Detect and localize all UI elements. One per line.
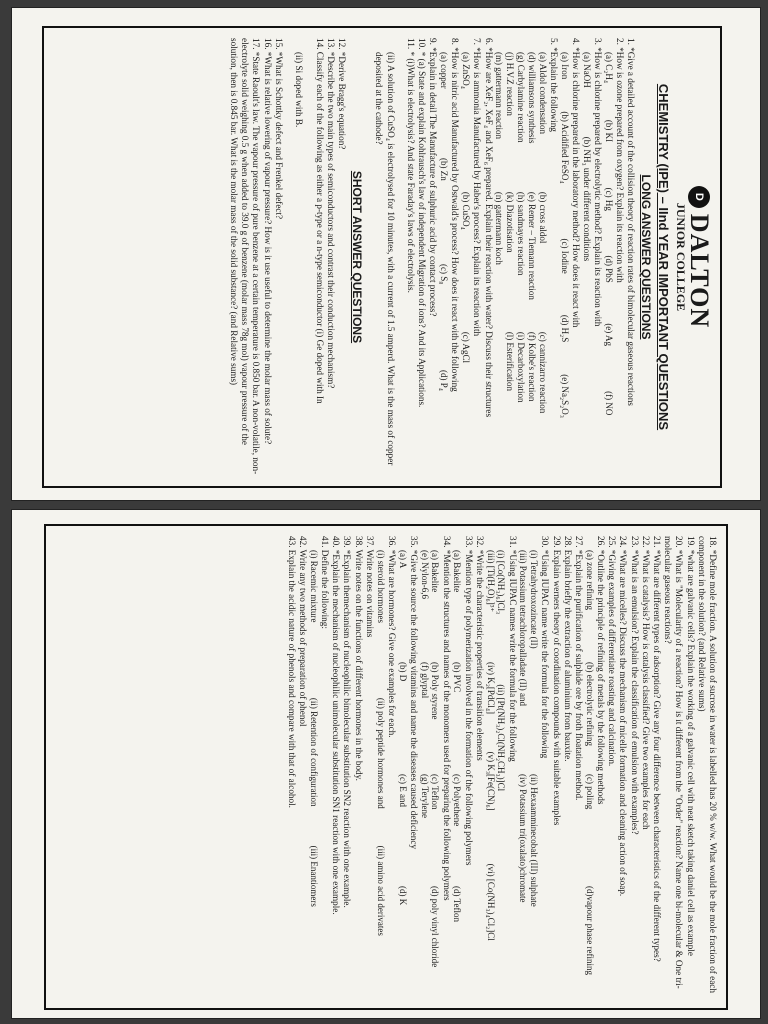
question-5: 5. *Explain the following (548, 38, 559, 132)
option: (c) Teflon (430, 774, 441, 810)
option: (b) CuSO₄ (461, 191, 472, 230)
question-35-options (397, 536, 408, 998)
question-1: 1. *Give a detailed account of the collision theory of reaction rates of bimolecular gaseous reactions (626, 38, 636, 406)
option: (a) zone refining (584, 550, 595, 610)
option: (a) Aldol condensation (537, 52, 548, 134)
option: (i) Tetrahydroxozincate (II) (529, 550, 540, 649)
question-19: 19. *what are galvanic cells? Explain the working of a galvanic cell with neat sketch taking daniel cell as example (685, 536, 696, 956)
option: (ii) [Pt(NH₃)₂Cl(NH₂CH₃)]Cl (496, 684, 507, 792)
question-15: 15. *What is Schottky defect and Frenkel defect? (273, 38, 284, 220)
question-3-options (581, 38, 592, 476)
document-title: CHEMISTRY (IPE) – IInd YEAR IMPORTANT QUESTIONS (656, 83, 671, 431)
question-34-options (419, 536, 441, 998)
option: (d) PbS (603, 255, 614, 283)
option: (a) A (397, 550, 408, 569)
option: (e) Ag (603, 323, 614, 347)
question-11-part-b: (ii) A solution of CuSO₄ is electrolysed for 10 minutes, with a current of 1.5 amperd. What is the mass of copper deposited at the cathode? (374, 52, 396, 466)
option: (iii) amino acid derivates (375, 845, 386, 936)
option: (h) sandmayes reaction (516, 191, 526, 276)
option: (n) gattermann koch (494, 191, 505, 265)
option: (vi) [Co(NH₃)₄Cl₂]Cl (485, 863, 496, 941)
option: (c) Iodine (559, 238, 570, 274)
option: (b) KI (603, 119, 614, 143)
question-17: 17. *State Raoult's law. The vapour pressure of pure benzene at a certain temperature is 0.850 bar. A non-volatile, non-electrolyte solid weighing 0.5 g when added to 39.0 g of benzene (molar mass 78g mol) vapour pressure of the solution, then is 0.845 bar. What is the molar mass of the solid substance? (and Relative sums) (229, 38, 262, 475)
option: (iv) K₂[PdCl₄] (485, 662, 496, 715)
college-logo-icon: D (688, 186, 710, 208)
question-27: 27. *Explain the purification of sulphide ore by froth floatation method. (573, 536, 584, 801)
question-33: 33. *Mention type of polymerization involved in the formation of the following polymers (463, 536, 474, 866)
question-29: 29. Explain werners theory of coordination compounds with suitable examples (551, 536, 562, 826)
option: (m) gattermann reaction (494, 52, 505, 139)
question-30: 30. *Using IUPAC name write the formula for the following (540, 536, 551, 759)
option: (a) C₂H₄ (603, 52, 614, 84)
question-14: 14. Classify each of the following as either a p-type or a n-type semiconductor (i) Ge doped with In (314, 38, 325, 404)
option: (e) Na₂S₂O₃ (559, 374, 570, 418)
option: (a) NaOH (581, 52, 592, 88)
question-3: 3. *How is chlorine prepared by electrolytic method? Explain its reaction with (592, 38, 603, 327)
question-36-options (375, 536, 386, 998)
question-42: 42. Write any two methods of preparation of phenol (297, 536, 308, 727)
question-7-options (460, 38, 471, 476)
question-24: 24. *What are micelles? Discuss the mechanism of micelle formation and cleaning action of soap. (618, 536, 629, 897)
question-5-options (494, 38, 548, 476)
option: (a) ZnSO₄ (461, 52, 472, 89)
question-7: 7. *How is ammonia Manufactured by Haber's process? Explain its reaction with (472, 38, 483, 337)
option: (f) NO (603, 391, 614, 416)
question-39: 39. *Explain themechanism of nucleophilic bimolecular substitution SN2 reaction with one example. (342, 536, 353, 908)
question-41: 41. Define the following: (319, 536, 330, 629)
question-14-part-b: (ii) Si doped with B. (294, 52, 305, 128)
question-2-options (603, 38, 614, 476)
option: (b) Acidified FeSO₄ (559, 111, 570, 184)
rotated-content-bottom (44, 524, 728, 1010)
question-31: 31. *Using IUPAC names write the formula for the following (507, 536, 518, 762)
option: (d) H₂S (559, 314, 570, 343)
college-subtitle: JUNIOR COLLEGE (674, 202, 688, 312)
option: (a) Bakelite (430, 550, 441, 593)
option: (c) cannizarro reaction (537, 331, 548, 414)
option: (b) Zn (439, 158, 450, 181)
question-8: 8. *How is nitric acid Manufactured by Ostwald's process? How does it react with the following (450, 38, 461, 392)
option: (g) Terylene (419, 774, 430, 818)
rotated-content-top (42, 26, 722, 488)
question-43: 43. Explain the acidic nature of phenols and compare with that of alcohol. (286, 536, 297, 808)
option: (b) cross aldol (537, 191, 548, 244)
option: (b) NH₃ under different conditions (581, 136, 592, 262)
question-10: 10. * (a) State and explain Kohlrausch's law of independent Migration of ions? And its Applications. (417, 38, 428, 408)
option: (d) poly vinyl chloride (430, 886, 441, 968)
question-38: 38. Write notes on the functions of different hormones in the body. (353, 536, 364, 781)
long-answer-heading: LONG ANSWER QUESTIONS (639, 174, 653, 340)
question-11: 11. * (i)What is electrolysis? And state Faraday's laws of electrolysis. (406, 38, 416, 293)
question-34: 34. *Mention the structures and names of the monomers used for preparing the following polymers (441, 536, 452, 901)
question-13: 13. *Describe the two main types of semiconductors and contrast their conduction mechanism? (325, 38, 336, 389)
option: (ii) Hexaamminecobalt (III) sulphate (529, 774, 540, 907)
option: (ii) Retention of configuration (308, 697, 319, 807)
question-41-options (308, 536, 319, 998)
option: (i) [Co(NH₃)₆]Cl₃ (496, 550, 507, 615)
question-33-options (452, 536, 463, 998)
question-26-options (584, 536, 595, 998)
question-18: 18. *Define mole fraction. A solution of sucrose in water is labelled has 20 % w/w. What would be the mole fraction of each component in the solution? (and Relative sums) (696, 536, 718, 993)
short-answer-heading: SHORT ANSWER QUESTIONS (350, 170, 365, 344)
page-top-sheet (12, 8, 760, 500)
option: (f) Kolbe's reaction (526, 331, 537, 402)
option: (i) Decarboxylation (516, 331, 526, 403)
option: (iii) Enantiomers (308, 845, 319, 907)
option: (b) PVC (452, 662, 463, 693)
page-bottom-sheet (12, 510, 760, 1018)
option: (d) K (397, 886, 408, 906)
question-12: 12. *Derive Bragg's equation? (337, 38, 348, 150)
question-20: 20. *What is "Molecularity of a reaction? How is it different from the "Order" reaction? Name one bi-molecular & One tri-molecular gaseous reactions? (663, 536, 685, 989)
question-23: 23. *What is an emulsion? Explain the classification of emulsion with examples? (629, 536, 640, 835)
option: (b) Poly styrene (430, 662, 441, 720)
option: (iii) Potassium tetrachloropalladate (II) and (518, 550, 529, 706)
question-4: 4. *How is chlorine prepared in the laboratory method? How does it react with (570, 38, 581, 328)
option: (d) P₄ (439, 370, 450, 391)
college-header (673, 38, 714, 476)
option: (l) Esterification (505, 331, 516, 392)
question-30-options (518, 536, 540, 998)
option: (b) D (397, 662, 408, 682)
option: (ii) poly peptide hormones and (375, 697, 386, 809)
question-16: 16. *What is relative lowering of vapour pressure? How is it use useful to determine the molar mass of solute? (262, 38, 273, 445)
question-26: 26. *Outline the principle of refining of metals by the following methods (595, 536, 606, 805)
question-frame-bottom (44, 524, 728, 1010)
option: (v) K₃[Fe(CN)₆] (485, 751, 496, 811)
question-4-options (559, 38, 570, 476)
option: (b) electrolytic refining (584, 662, 595, 746)
option: (c) E and (397, 774, 408, 807)
option: (c) Hg (603, 187, 614, 211)
question-36: 36. *What are hormones? Give one examples for each. (386, 536, 397, 738)
option: (iv) Potassium tri(oxalato)chromate (518, 774, 529, 903)
question-25: 25. *Giving examples of differentiate roasting and calcination. (607, 536, 618, 767)
question-8-options (438, 38, 449, 476)
question-6: 6. *How are XeF₂, XeF₄ and XeF₆ prepared. Explain their reaction with water? Discuss their structures (483, 38, 494, 418)
option: (c) Polyethene (452, 774, 463, 827)
option: (i) steroid hormones (375, 550, 386, 623)
option: (k) Diazotisation (505, 191, 516, 253)
option: (e) Remer – Tiemann reaction (526, 191, 537, 300)
option: (a) Bakelite (452, 550, 463, 593)
question-21: 21. *What are different types of adsorption? Give any four difference between characteristics of the different types? (651, 536, 662, 962)
option: (iii) [Ti(H₂O)₆]³⁺ (485, 550, 496, 613)
option: (d) Teflon (452, 886, 463, 922)
option: (j) H.V.Z reaction (505, 52, 516, 116)
question-35: 35. *Give the source the following vitamins and name the diseases caused deficiency (408, 536, 419, 850)
option: (c) S₈ (439, 264, 450, 285)
option: (d) williamsons synthesis (526, 52, 537, 144)
option: (a) copper (439, 52, 450, 89)
question-2: 2. *How is ozone prepared from oxygen? Explain its reaction with (614, 38, 625, 283)
option: (c) AgCl (461, 331, 472, 364)
question-37: 37. Write notes on vitamins (364, 536, 375, 638)
question-31-options (485, 536, 507, 998)
option: (f) glyptal (419, 662, 430, 699)
option: (i) Racemic mixture (308, 550, 319, 623)
option: (d)vapour phase refining (584, 886, 595, 975)
college-name: DALTON (685, 213, 714, 329)
question-9: 9. *Explain in detail The Manufacture of sulphuric acid by contact process? (428, 38, 439, 317)
question-28: 28. Explain briefly the extraction of aluminium from bauxite. (562, 536, 573, 762)
option: (a) Iron (559, 52, 570, 80)
question-22: 22. *What is catalysis? How is catalysis classified? Give two examples for each (640, 536, 651, 830)
question-frame-top (42, 26, 722, 488)
option: (e) Nylon-6,6 (419, 550, 430, 599)
option: (c) poling (584, 774, 595, 810)
option: (g) Carbylamine reaction (516, 52, 526, 143)
question-40: 40. *Explain the mechanism of nucleophilic unimolecular substitution SN1 reaction with one example. (331, 536, 342, 915)
question-32: 32. *Write the characteristic properties of transition elements (474, 536, 485, 761)
